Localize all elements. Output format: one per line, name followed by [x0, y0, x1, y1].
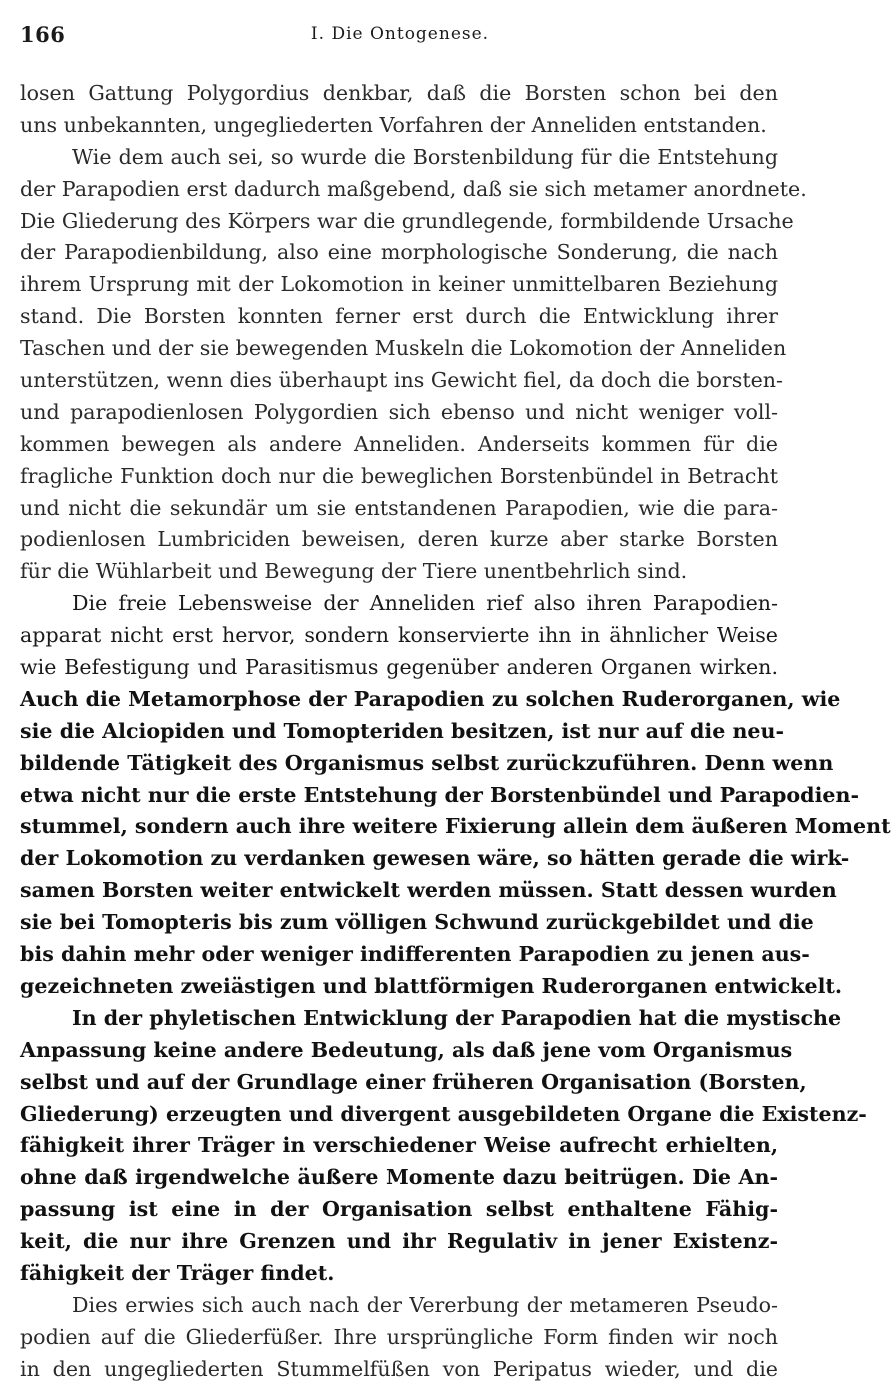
- text-line: Wie dem auch sei, so wurde die Borstenbildung für die Entstehung: [72, 144, 778, 169]
- text-line: bildende Tätigkeit des Organismus selbst zurückzuführen. Denn wenn: [20, 750, 834, 775]
- text-line: apparat nicht erst hervor, sondern konservierte ihn in ähnlicher Weise: [20, 623, 778, 648]
- text-line: fähigkeit der Träger findet.: [20, 1260, 335, 1285]
- text-line: unterstützen, wenn dies überhaupt ins Gewicht fiel, da doch die borsten-: [20, 368, 784, 393]
- page-header: [20, 22, 780, 50]
- text-line: keit, die nur ihre Grenzen und ihr Regulativ in jener Existenz-: [20, 1229, 778, 1254]
- text-line: Die Gliederung des Körpers war die grundlegende, formbildende Ursache: [20, 208, 794, 233]
- text-line: podienlosen Lumbriciden beweisen, deren kurze aber starke Borsten: [20, 527, 778, 552]
- text-line: ohne daß irgendwelche äußere Momente dazu beitrügen. Die An-: [20, 1165, 778, 1190]
- text-line: losen Gattung Polygordius denkbar, daß die Borsten schon bei den: [20, 81, 778, 105]
- text-line: bis dahin mehr oder weniger indifferenten Parapodien zu jenen aus-: [20, 942, 810, 967]
- text-line: fähigkeit ihrer Träger in verschiedener Weise aufrecht erhielten,: [20, 1133, 778, 1158]
- text-line: In der phyletischen Entwicklung der Parapodien hat die mystische: [72, 1005, 842, 1030]
- running-head: I. Die Ontogenese.: [310, 24, 490, 44]
- text-line: gezeichneten zweiästigen und blattförmigen Ruderorganen entwickelt.: [20, 973, 843, 998]
- text-line: samen Borsten weiter entwickelt werden müssen. Statt dessen wurden: [20, 878, 837, 903]
- text-line: kommen bewegen als andere Anneliden. Anderseits kommen für die: [20, 431, 778, 456]
- text-line: ihrem Ursprung mit der Lokomotion in keiner unmittelbaren Beziehung: [20, 272, 778, 297]
- body-text: [20, 78, 891, 1386]
- text-line: und parapodienlosen Polygordien sich ebenso und nicht weniger voll-: [20, 399, 778, 424]
- text-line: in den ungegliederten Stummelfüßen von Peripatus wieder, und die: [20, 1356, 778, 1381]
- text-line: und nicht die sekundär um sie entstandenen Parapodien, wie die para-: [20, 495, 778, 520]
- text-line: der Lokomotion zu verdanken gewesen wäre, so hätten gerade die wirk-: [20, 846, 850, 871]
- text-line: podien auf die Gliederfüßer. Ihre ursprüngliche Form finden wir noch: [20, 1324, 778, 1349]
- text-line: fragliche Funktion doch nur die beweglichen Borstenbündel in Betracht: [20, 463, 778, 488]
- text-line: Taschen und der sie bewegenden Muskeln die Lokomotion der Anneliden: [20, 336, 787, 361]
- text-line: etwa nicht nur die erste Entstehung der Borstenbündel und Parapodien-: [20, 782, 860, 807]
- text-line: Gliederung) erzeugten und divergent ausgebildeten Organe die Existenz-: [20, 1101, 867, 1126]
- text-line: Anpassung keine andere Bedeutung, als daß jene vom Organismus: [20, 1037, 793, 1062]
- page-number: 166: [20, 22, 66, 47]
- text-line: der Parapodienbildung, also eine morphologische Sonderung, die nach: [20, 240, 778, 265]
- text-line: sie bei Tomopteris bis zum völligen Schwund zurückgebildet und die: [20, 910, 814, 935]
- text-line: Auch die Metamorphose der Parapodien zu solchen Ruderorganen, wie: [20, 686, 841, 711]
- text-line: selbst und auf der Grundlage einer früheren Organisation (Borsten,: [20, 1069, 807, 1094]
- text-line: wie Befestigung und Parasitismus gegenüber anderen Organen wirken.: [20, 655, 778, 680]
- text-line: passung ist eine in der Organisation selbst enthaltene Fähig-: [20, 1197, 778, 1222]
- text-line: stand. Die Borsten konnten ferner erst durch die Entwicklung ihrer: [20, 304, 778, 329]
- text-line: Dies erwies sich auch nach der Vererbung der metameren Pseudo-: [72, 1292, 778, 1317]
- text-line: sie die Alciopiden und Tomopteriden besitzen, ist nur auf die neu-: [20, 718, 785, 743]
- text-line: uns unbekannten, ungegliederten Vorfahren der Anneliden entstanden.: [20, 112, 767, 137]
- text-line: stummel, sondern auch ihre weitere Fixierung allein dem äußeren Moment: [20, 814, 891, 839]
- text-line: Die freie Lebensweise der Anneliden rief also ihren Parapodien-: [72, 591, 778, 616]
- text-line: der Parapodien erst dadurch maßgebend, daß sie sich metamer anordnete.: [20, 176, 807, 201]
- text-line: für die Wühlarbeit und Bewegung der Tiere unentbehrlich sind.: [20, 559, 688, 584]
